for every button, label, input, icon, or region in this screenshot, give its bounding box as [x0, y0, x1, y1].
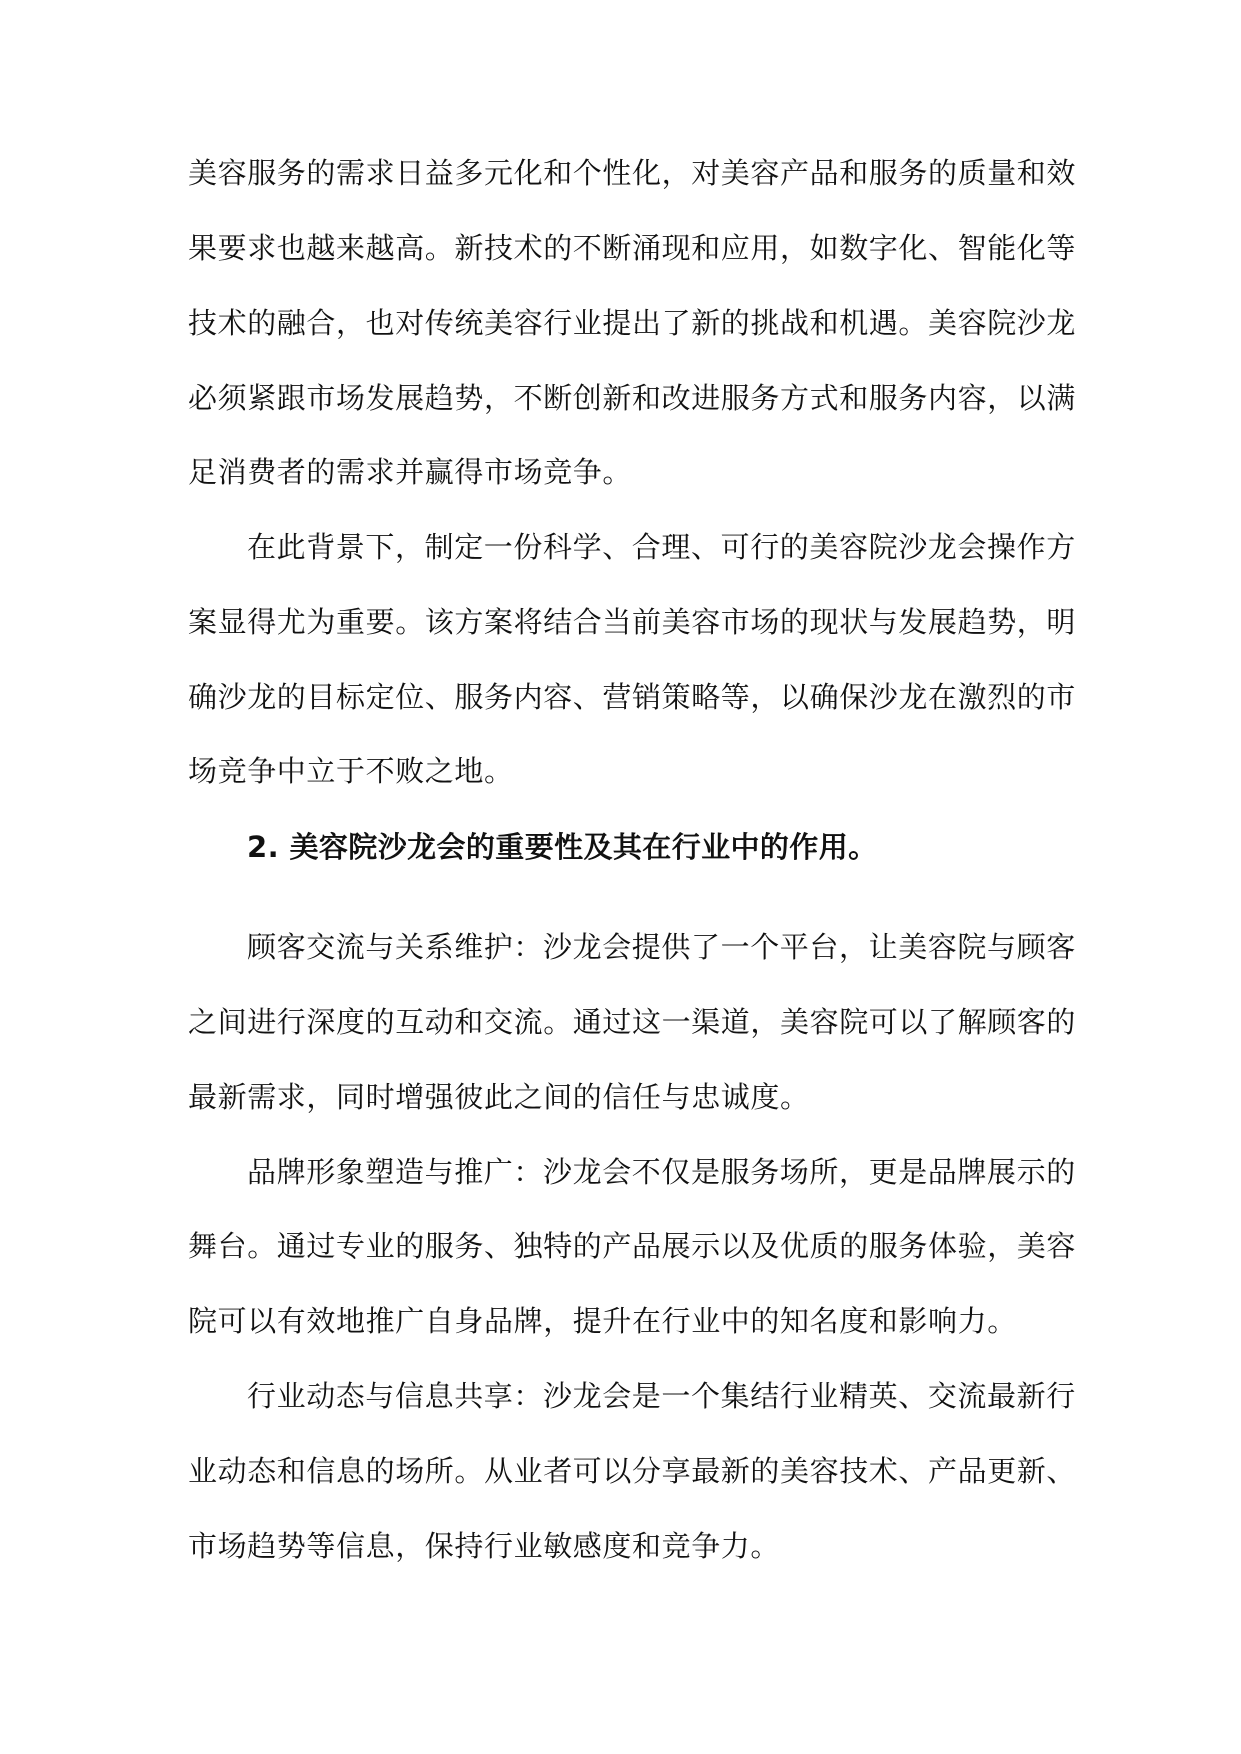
paragraph-line: 足消费者的需求并赢得市场竞争。 — [188, 455, 633, 489]
paragraph-line: 行业动态与信息共享：沙龙会是一个集结行业精英、交流最新行 — [247, 1379, 1076, 1413]
paragraph-line: 确沙龙的目标定位、服务内容、营销策略等，以确保沙龙在激烈的市 — [188, 680, 1077, 714]
paragraph-line: 在此背景下，制定一份科学、合理、可行的美容院沙龙会操作方 — [247, 530, 1076, 564]
paragraph-line: 舞台。通过专业的服务、独特的产品展示以及优质的服务体验，美容 — [188, 1229, 1077, 1263]
paragraph-line: 顾客交流与关系维护：沙龙会提供了一个平台，让美容院与顾客 — [247, 930, 1076, 964]
section-heading: 2. 美容院沙龙会的重要性及其在行业中的作用。 — [247, 830, 878, 864]
paragraph-line: 必须紧跟市场发展趋势，不断创新和改进服务方式和服务内容，以满 — [188, 381, 1077, 415]
paragraph-line: 之间进行深度的互动和交流。通过这一渠道，美容院可以了解顾客的 — [188, 1005, 1077, 1039]
paragraph-line: 案显得尤为重要。该方案将结合当前美容市场的现状与发展趋势，明 — [188, 605, 1077, 639]
paragraph-line: 场竞争中立于不败之地。 — [188, 754, 514, 788]
paragraph-line: 技术的融合，也对传统美容行业提出了新的挑战和机遇。美容院沙龙 — [188, 306, 1077, 340]
paragraph-line: 美容服务的需求日益多元化和个性化，对美容产品和服务的质量和效 — [188, 156, 1077, 190]
paragraph-line: 业动态和信息的场所。从业者可以分享最新的美容技术、产品更新、 — [188, 1454, 1077, 1488]
paragraph-line: 最新需求，同时增强彼此之间的信任与忠诚度。 — [188, 1080, 810, 1114]
paragraph-line: 果要求也越来越高。新技术的不断涌现和应用，如数字化、智能化等 — [188, 231, 1077, 265]
paragraph-line: 市场趋势等信息，保持行业敏感度和竞争力。 — [188, 1529, 781, 1563]
paragraph-line: 院可以有效地推广自身品牌，提升在行业中的知名度和影响力。 — [188, 1304, 1017, 1338]
paragraph-line: 品牌形象塑造与推广：沙龙会不仅是服务场所，更是品牌展示的 — [247, 1155, 1076, 1189]
